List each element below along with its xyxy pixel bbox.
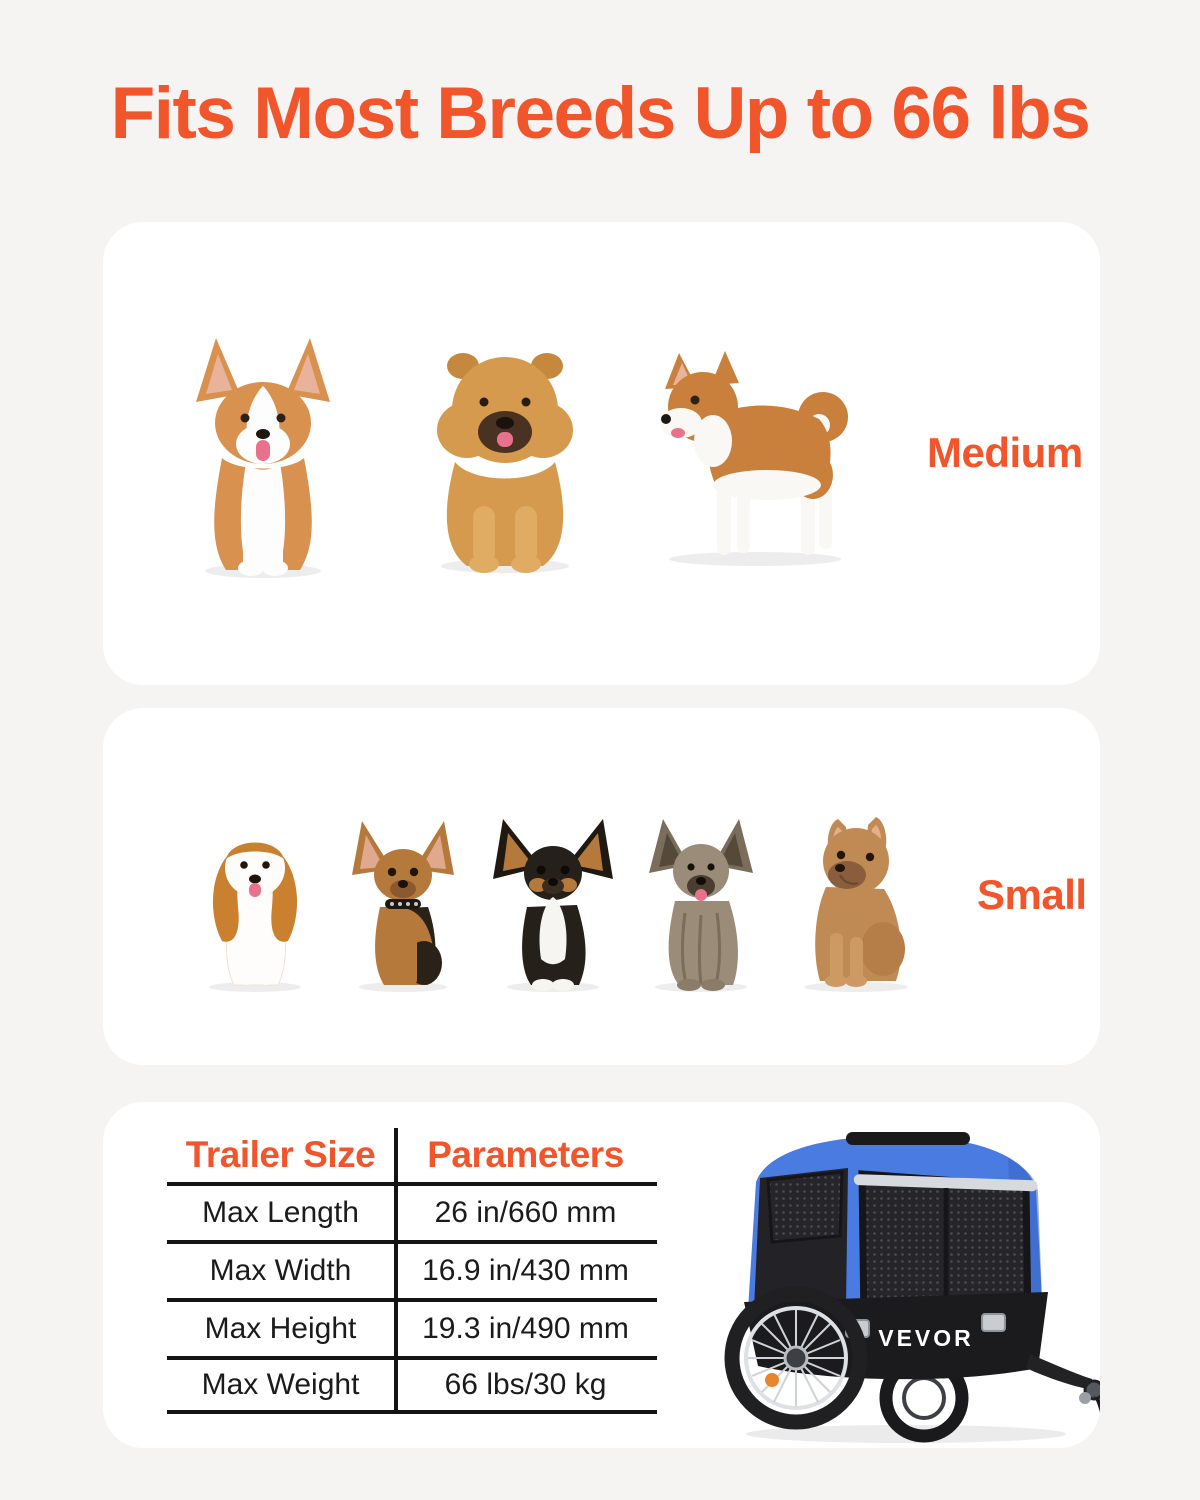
skye-terrier-image xyxy=(641,813,761,993)
shiba-inu-image xyxy=(651,337,851,567)
spec-label: Max Weight xyxy=(167,1360,398,1410)
chihuahua-image xyxy=(346,813,461,993)
spec-row-max-weight xyxy=(167,1356,657,1414)
spec-value: 66 lbs/30 kg xyxy=(444,1368,607,1401)
spec-row-max-length xyxy=(167,1182,657,1240)
spec-value: 19.3 in/490 mm xyxy=(422,1312,629,1345)
chow-chow-puppy-image xyxy=(425,334,585,574)
spec-row-max-height xyxy=(167,1298,657,1356)
spec-row-max-width xyxy=(167,1240,657,1298)
medium-dogs-card xyxy=(103,222,1100,685)
page-title: Fits Most Breeds Up to 66 lbs xyxy=(110,73,1090,154)
spec-header-parameters: Parameters xyxy=(427,1134,624,1175)
spec-label: Max Width xyxy=(167,1244,398,1298)
dog-trailer-image xyxy=(696,1118,1100,1448)
spec-value: 16.9 in/430 mm xyxy=(422,1254,629,1287)
cocker-spaniel-image xyxy=(198,813,313,993)
long-haired-chihuahua-image xyxy=(491,813,616,993)
small-size-label: Small xyxy=(977,871,1087,918)
vevor-logo-text: VEVOR xyxy=(878,1325,974,1351)
spec-label: Max Length xyxy=(167,1186,398,1240)
spec-header-trailer-size: Trailer Size xyxy=(167,1128,398,1182)
french-bulldog-image xyxy=(786,813,921,993)
spec-value: 26 in/660 mm xyxy=(434,1196,617,1229)
medium-size-label: Medium xyxy=(927,429,1083,476)
spec-table xyxy=(167,1128,657,1414)
spec-table-header-row xyxy=(167,1128,657,1182)
spec-label: Max Height xyxy=(167,1302,398,1356)
specs-card xyxy=(103,1102,1100,1448)
small-dogs-card xyxy=(103,708,1100,1065)
corgi-image xyxy=(188,330,338,580)
